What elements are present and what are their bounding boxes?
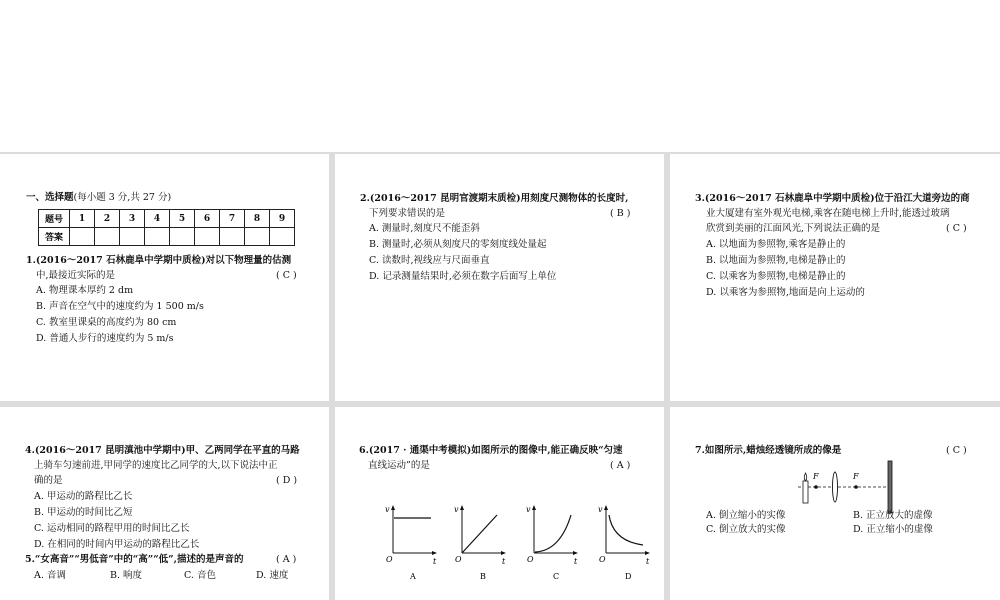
table-row (39, 210, 295, 228)
question-stem: 3.(2016～2017 石林鹿阜中学期中质检)位于沿江大道旁边的商 (695, 193, 970, 204)
question-stem: 2.(2016～2017 昆明官渡期末质检)用刻度尺测物体的长度时, (360, 193, 629, 204)
option-b: B. 甲运动的时间比乙短 (34, 507, 133, 518)
table-number-cell: 2 (95, 210, 120, 228)
answer-mark: ( A ) (610, 460, 631, 471)
question-stem: 下列要求错误的是 (369, 208, 446, 219)
question-stem: 1.(2016～2017 石林鹿阜中学期中质检)对以下物理量的估测 (26, 255, 292, 266)
answer-blank[interactable] (120, 228, 145, 246)
question-stem: 中,最接近实际的是 (36, 270, 116, 281)
answer-mark: ( A ) (276, 554, 297, 565)
option-a: A. 音调 (34, 570, 66, 581)
graph-label: B (480, 572, 486, 581)
focus-label-1: F (813, 472, 819, 481)
option-c: C. 音色 (184, 570, 216, 581)
option-b: B. 声音在空气中的速度约为 1 500 m/s (36, 301, 204, 312)
option-a: A. 以地面为参照物,乘客是静止的 (706, 239, 846, 250)
table-number-cell: 7 (220, 210, 245, 228)
option-b: B. 响度 (110, 570, 143, 581)
table-answer-cell: 答案 (39, 228, 70, 246)
graph-y-label: v (385, 505, 390, 514)
option-a: A. 物理课本厚约 2 dm (36, 285, 134, 296)
option-a: A. 倒立缩小的实像 (706, 510, 786, 521)
graph-x-label: t (574, 557, 578, 566)
convex-lens-icon (833, 472, 838, 502)
graph-origin: O (527, 555, 534, 564)
motion-graphs (335, 497, 664, 597)
graph-y-label: v (598, 505, 603, 514)
graph-label: D (625, 572, 632, 581)
option-d: D. 记录测量结果时,必须在数字后面写上单位 (369, 271, 557, 282)
question-stem: 7.如图所示,蜡烛经透镜所成的像是 (695, 445, 842, 456)
blank-header-area (0, 0, 1000, 152)
question-stem: 业大厦建有室外观光电梯,乘客在随电梯上升时,能透过玻璃 (706, 208, 950, 219)
answer-mark: ( C ) (946, 445, 967, 456)
candle-icon (803, 481, 808, 503)
option-a: A. 测量时,刻度尺不能歪斜 (369, 223, 480, 234)
option-c: C. 教室里课桌的高度约为 80 cm (36, 317, 177, 328)
graph-label: A (410, 572, 416, 581)
graph-x-label: t (502, 557, 506, 566)
focus-point-2 (854, 485, 858, 489)
section-note: (每小题 3 分,共 27 分) (73, 192, 172, 203)
lens-diagram (670, 457, 1000, 517)
graph-label: C (553, 572, 560, 581)
question-card-5 (335, 407, 664, 600)
question-stem: 4.(2016～2017 昆明滇池中学期中)甲、乙两同学在平直的马路 (25, 445, 300, 456)
graph-origin: O (455, 555, 462, 564)
question-stem: 直线运动”的是 (368, 460, 430, 471)
question-stem: 6.(2017 · 通渠中考模拟)如图所示的图像中,能正确反映“匀速 (359, 445, 623, 456)
question-stem: 欣赏到美丽的江面风光,下列说法正确的是 (706, 223, 881, 234)
focus-point-1 (814, 485, 818, 489)
option-c: C. 运动相同的路程甲用的时间比乙长 (34, 523, 190, 534)
answer-blank[interactable] (170, 228, 195, 246)
graph-x-label: t (433, 557, 437, 566)
option-c: C. 读数时,视线应与尺面垂直 (369, 255, 490, 266)
screen-icon (888, 461, 892, 513)
graph-c (526, 505, 578, 581)
question-card-3 (670, 154, 1000, 401)
answer-blank[interactable] (145, 228, 170, 246)
question-card-6 (670, 407, 1000, 600)
graph-origin: O (386, 555, 393, 564)
answer-blank[interactable] (220, 228, 245, 246)
table-number-cell: 3 (120, 210, 145, 228)
graph-a (385, 505, 437, 581)
graph-x-label: t (646, 557, 650, 566)
section-title: 一、选择题 (26, 192, 74, 203)
option-b: B. 以地面为参照物,电梯是静止的 (706, 255, 846, 266)
question-stem: 确的是 (34, 475, 63, 486)
graph-y-label: v (526, 505, 531, 514)
focus-label-2: F (853, 472, 859, 481)
flame-icon (804, 473, 807, 481)
option-b: B. 测量时,必须从刻度尺的零刻度线处量起 (369, 239, 547, 250)
option-a: A. 甲运动的路程比乙长 (34, 491, 133, 502)
answer-blank[interactable] (270, 228, 295, 246)
answer-table (38, 209, 295, 246)
option-d: D. 正立缩小的虚像 (853, 524, 933, 535)
option-c: C. 倒立放大的实像 (706, 524, 786, 535)
question-card-4 (0, 407, 329, 600)
table-number-cell: 8 (245, 210, 270, 228)
answer-mark: ( D ) (276, 475, 298, 486)
table-row (39, 228, 295, 246)
question-card-1 (0, 154, 329, 401)
graph-d (598, 505, 650, 581)
question-card-2 (335, 154, 664, 401)
answer-mark: ( C ) (946, 223, 967, 234)
answer-blank[interactable] (195, 228, 220, 246)
answer-blank[interactable] (245, 228, 270, 246)
table-number-cell: 6 (195, 210, 220, 228)
option-d: D. 在相同的时间内甲运动的路程比乙长 (34, 539, 200, 550)
option-d: D. 速度 (256, 570, 289, 581)
answer-mark: ( B ) (610, 208, 631, 219)
question-stem: 5.“女高音”“男低音”中的“高”“低”,描述的是声音的 (25, 554, 244, 565)
option-d: D. 普通人步行的速度约为 5 m/s (36, 333, 174, 344)
graph-b (454, 505, 506, 581)
answer-blank[interactable] (95, 228, 120, 246)
table-number-cell: 9 (270, 210, 295, 228)
section-heading (26, 192, 171, 204)
graph-y-label: v (454, 505, 459, 514)
answer-mark: ( C ) (276, 270, 297, 281)
option-c: C. 以乘客为参照物,电梯是静止的 (706, 271, 846, 282)
option-b: B. 正立放大的虚像 (853, 510, 933, 521)
question-stem: 上骑车匀速前进,甲同学的速度比乙同学的大,以下说法中正 (34, 460, 278, 471)
answer-blank[interactable] (70, 228, 95, 246)
option-d: D. 以乘客为参照物,地面是向上运动的 (706, 287, 865, 298)
graph-origin: O (599, 555, 606, 564)
table-head-cell: 题号 (39, 210, 70, 228)
table-number-cell: 1 (70, 210, 95, 228)
table-number-cell: 4 (145, 210, 170, 228)
table-number-cell: 5 (170, 210, 195, 228)
